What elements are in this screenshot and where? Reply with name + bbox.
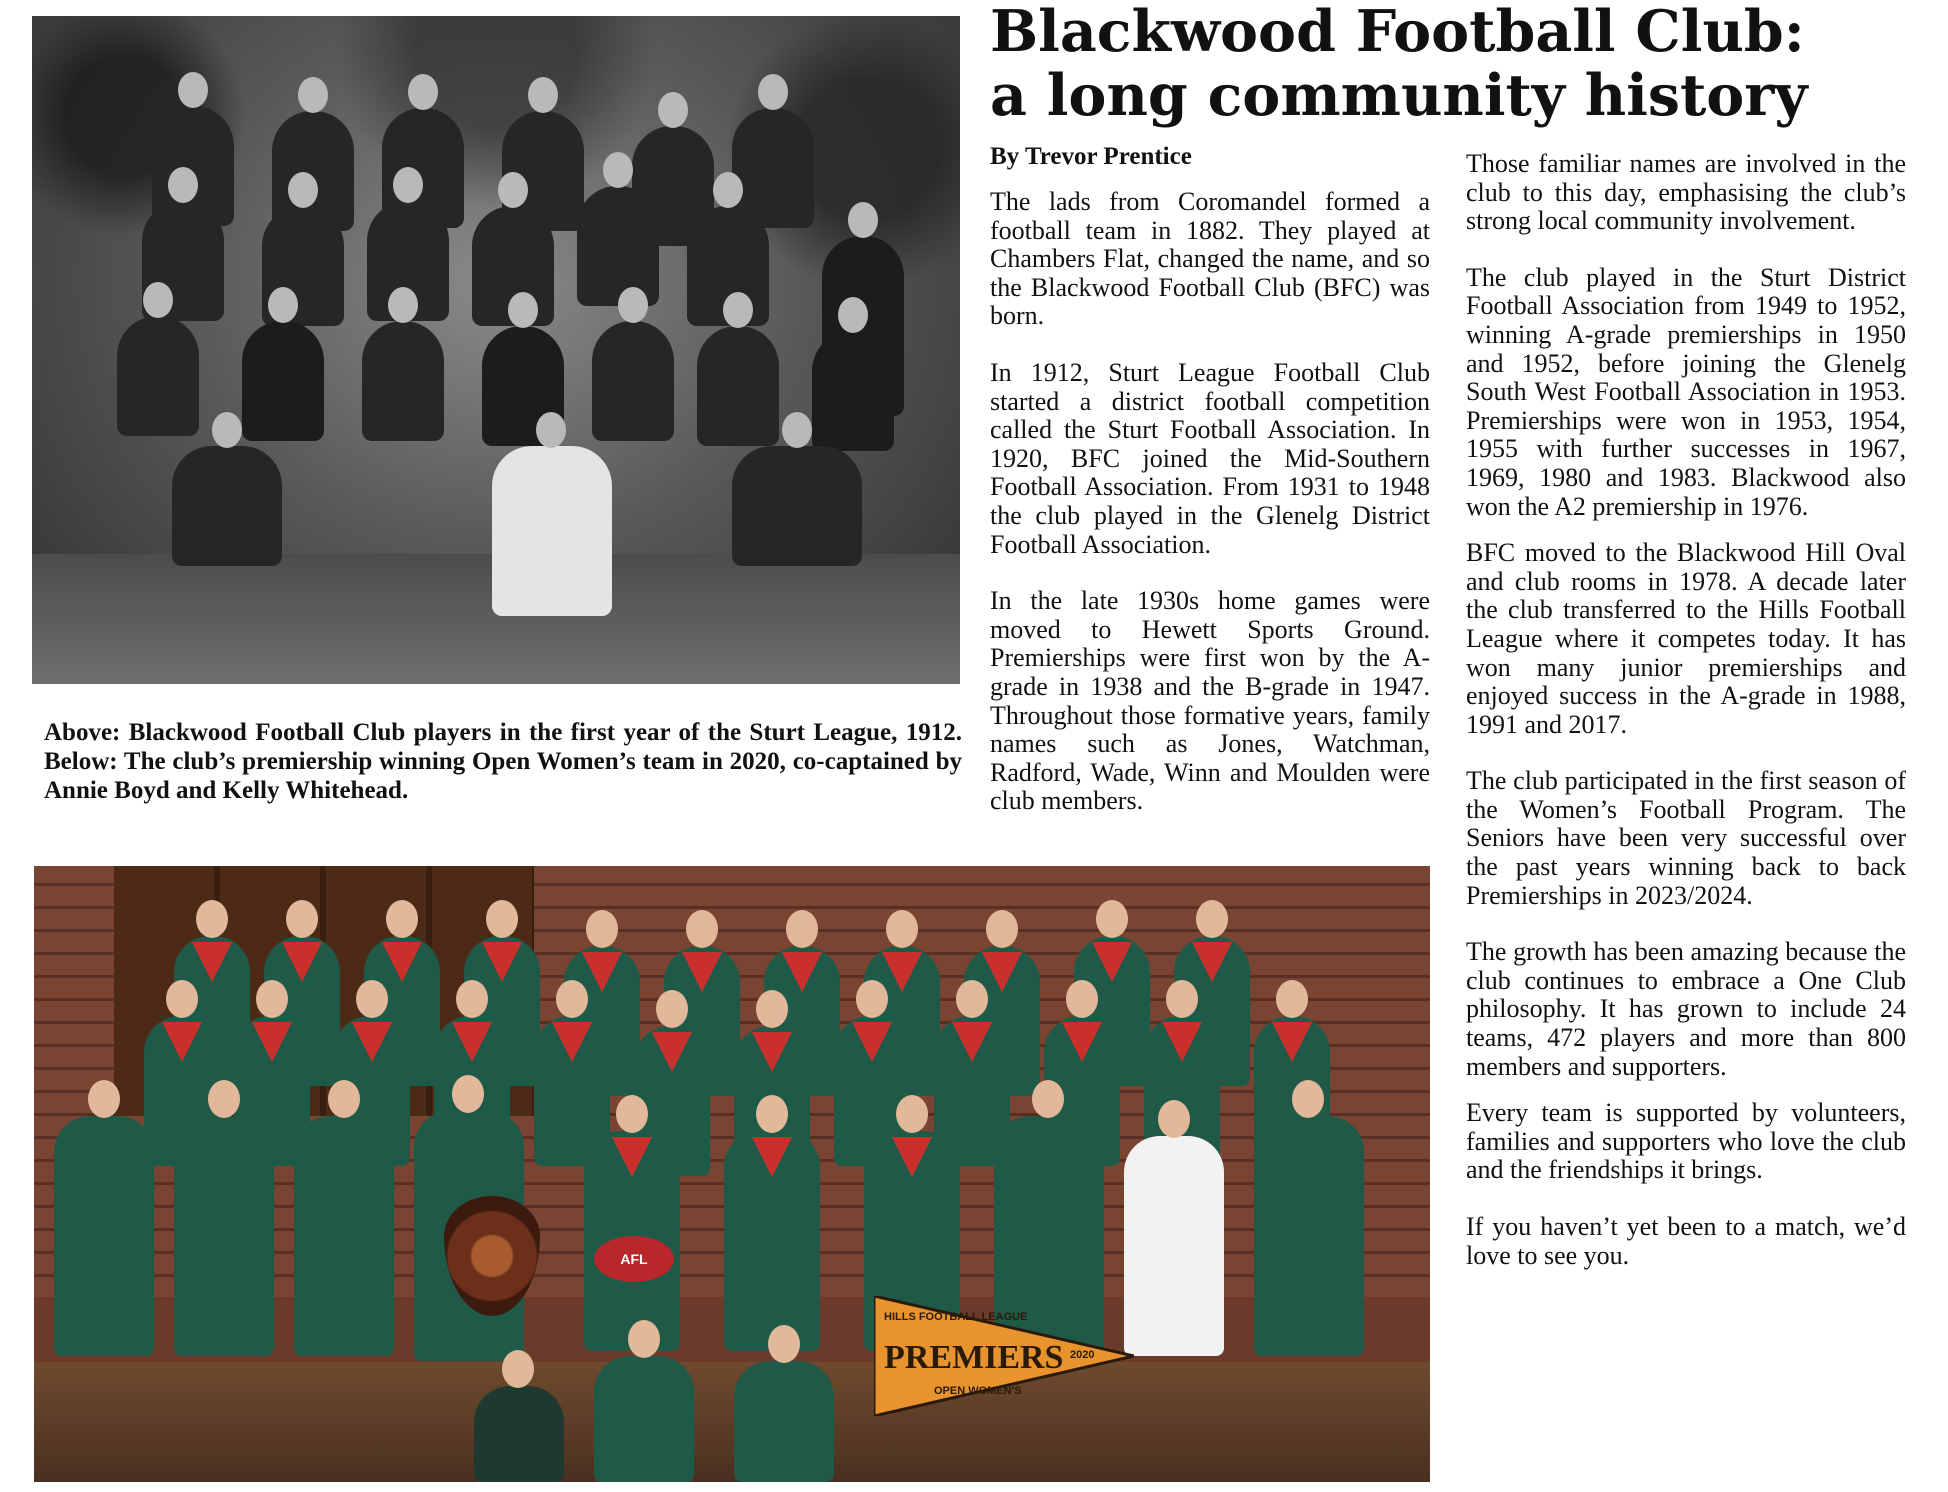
football: AFL — [594, 1236, 674, 1282]
child-figure — [474, 1386, 564, 1482]
player-figure — [362, 321, 444, 441]
paragraph: Those familiar names are involved in the club to this day, emphasising the club’s strong local community involvement. — [1466, 149, 1906, 236]
child-figure — [594, 1356, 694, 1482]
player-figure — [117, 316, 199, 436]
paragraph: In 1912, Sturt League Football Club started a district football competition called the Sturt Football Association. In 1920, BFC joined the Mid-Southern Football Association. From 1931 to 1948 the club played in the Glenelg District Football Association. — [990, 357, 1430, 559]
paragraph: The growth has been amazing because the club continues to embrace a One Club philosophy. It has grown to include 24 teams, 472 players and more than 800 members and supporters. — [1466, 937, 1906, 1081]
coach-figure — [1254, 1116, 1364, 1356]
premiers-pennant — [874, 1296, 1134, 1416]
pennant-premiers: PREMIERS — [884, 1339, 1064, 1376]
player-figure — [172, 446, 282, 566]
child-figure — [734, 1361, 834, 1482]
player-figure — [697, 326, 779, 446]
player-figure — [577, 186, 659, 306]
paragraph: Every team is supported by volunteers, families and supporters who love the club and the friendships it brings. — [1466, 1098, 1906, 1185]
article-column-left — [990, 188, 1430, 816]
paragraph: The lads from Coromandel formed a football team in 1882. They played at Chambers Flat, changed the name, and so the Blackwood Football Club (BFC) was born. — [990, 187, 1430, 331]
pennant-year: 2020 — [1070, 1349, 1095, 1361]
coach-figure — [54, 1116, 154, 1356]
title-line-1: Blackwood Football Club: — [990, 0, 1805, 65]
title-line-2: a long community history — [990, 62, 1808, 129]
player-figure — [242, 321, 324, 441]
player-figure — [492, 446, 612, 616]
team-photo-2020 — [34, 866, 1430, 1482]
pennant-open-womens: OPEN WOMEN'S — [934, 1385, 1022, 1397]
article-column-right — [1466, 150, 1906, 1270]
paragraph: BFC moved to the Blackwood Hill Oval and club rooms in 1978. A decade later the club transferred to the Hills Football League where it competes today. It has won many junior premierships and enjoyed success in the A-grade in 1988, 1991 and 2017. — [1466, 538, 1906, 739]
floor — [34, 1362, 1430, 1482]
player-figure — [812, 331, 894, 451]
byline: By Trevor Prentice — [990, 143, 1192, 170]
paragraph: In the late 1930s home games were moved to Hewett Sports Ground. Premierships were first won by the A-grade in 1938 and the B-grade in 1947. Throughout those formative years, family names such as Jones, Watchman, Radford, Wade, Winn and Moulden were club members. — [990, 586, 1430, 816]
coach-figure — [294, 1116, 394, 1356]
player-figure — [732, 446, 862, 566]
coach-figure — [174, 1116, 274, 1356]
article-title — [990, 0, 1930, 128]
player-figure — [592, 321, 674, 441]
pennant-league: HILLS FOOTBALL LEAGUE — [884, 1311, 1028, 1323]
paragraph: The club played in the Sturt District Football Association from 1949 to 1952, winning A-grade premierships in 1950 and 1952, before joining the Glenelg South West Football Association in 1953. Premierships were won in 1953, 1954, 1955 with further successes in 1967, 1969, 1980 and 1983. Blackwood also won the A2 premiership in 1976. — [1466, 262, 1906, 521]
pennant-graphic — [874, 1296, 1134, 1416]
paragraph: The club participated in the first season of the Women’s Football Program. The Seniors have been very successful over the past years winning back to back Premierships in 2023/2024. — [1466, 766, 1906, 910]
official-figure — [1124, 1136, 1224, 1356]
paragraph: If you haven’t yet been to a match, we’d love to see you. — [1466, 1212, 1906, 1270]
photo-caption: Above: Blackwood Football Club players in the first year of the Sturt League, 1912. Below: The club’s premiership winning Open Women’s team in 2020, co-captained by Annie Boyd and Kelly Whitehead. — [44, 719, 962, 804]
team-photo-1912 — [32, 16, 960, 684]
co-captain-figure — [724, 1131, 820, 1351]
